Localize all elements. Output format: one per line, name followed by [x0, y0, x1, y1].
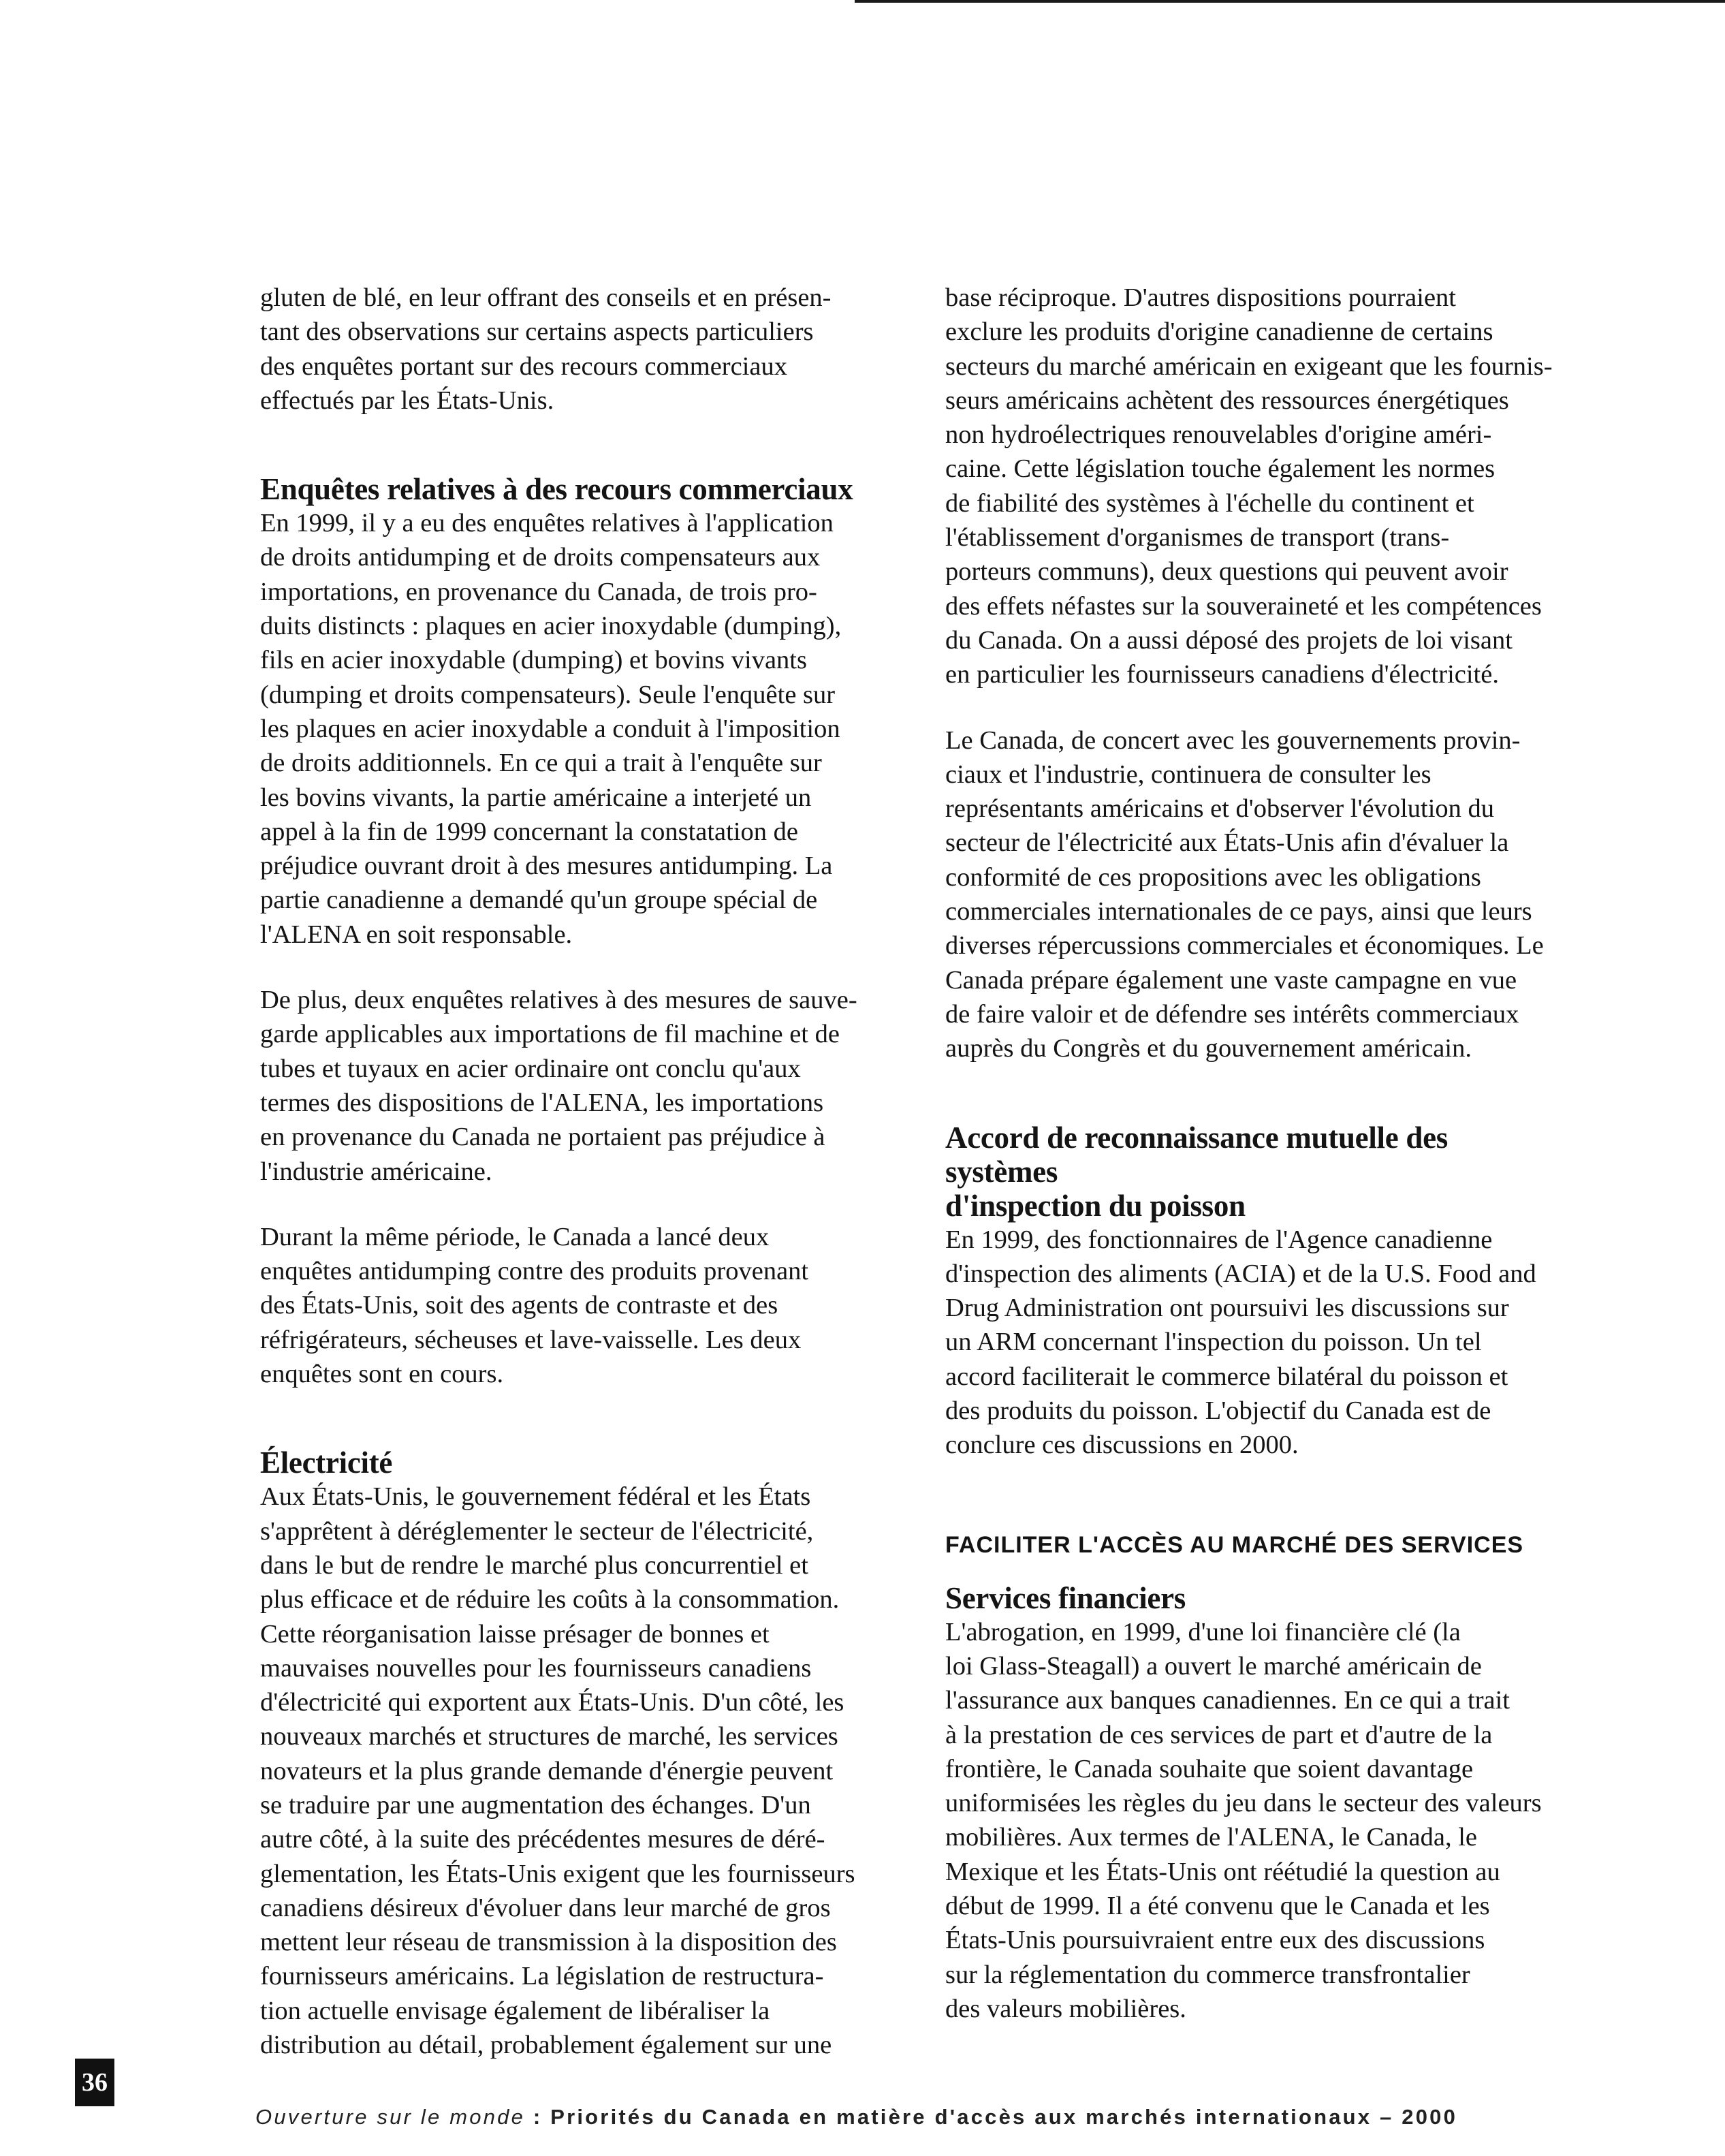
page-number: 36: [75, 2059, 114, 2106]
heading-financial-services: Services financiers: [945, 1580, 1186, 1615]
footer-title-italic: Ouverture sur le monde: [255, 2105, 526, 2129]
paragraph-electricity-1: Aux États-Unis, le gouvernement fédéral et les États s'apprêtent à déréglementer le secteur de l'électricité, dans le but de rendre le marché plus concurrentiel et plus efficace et de réduire les coûts à la consommation. Cette réorganisation laisse présager de bonnes et mauvaises nouvelles pour les fournisseurs canadiens d'électricité qui exportent aux États-Unis. D'un côté, les nouveaux marchés et structures de marché, les services novateurs et la plus grande demande d'énergie peuvent se traduire par une augmentation des échanges. D'un autre côté, à la suite des précédentes mesures de déré- glementation, les États-Unis exigent que les fournisseurs canadiens désireux d'évoluer dans leur marché de gros mettent leur réseau de transmission à la disposition des fournisseurs américains. La législation de restructura- tion actuelle envisage également de libéraliser la distribution au détail, probablement également sur une: [260, 1482, 855, 2060]
paragraph-fish-inspection: En 1999, des fonctionnaires de l'Agence canadienne d'inspection des aliments (ACIA) et de la U.S. Food and Drug Administration ont poursuivi les discussions sur un ARM concernant l'inspection du poisson. Un tel accord faciliterait le commerce bilatéral du poisson et des produits du poisson. L'objectif du Canada est de conclure ces discussions en 2000.: [945, 1225, 1536, 1460]
paragraph-trade-remedy-3: Durant la même période, le Canada a lancé deux enquêtes antidumping contre des produits provenant des États-Unis, soit des agents de contraste et des réfrigérateurs, sécheuses et lave-vaisselle. Les deux enquêtes sont en cours.: [260, 1222, 809, 1389]
paragraph-trade-remedy-2: De plus, deux enquêtes relatives à des mesures de sauve- garde applicables aux importations de fil machine et de tubes et tuyaux en acier ordinaire ont conclu qu'aux termes des dispositions de l'ALENA, les importations en provenance du Canada ne portaient pas préjudice à l'industrie américaine.: [260, 986, 857, 1186]
heading-trade-remedy: Enquêtes relatives à des recours commerciaux: [260, 472, 853, 507]
paragraph-financial-services: L'abrogation, en 1999, d'une loi financière clé (la loi Glass-Steagall) a ouvert le marché américain de l'assurance aux banques canadiennes. En ce qui a trait à la prestation de ces services de part et d'autre de la frontière, le Canada souhaite que soient davantage uniformisées les règles du jeu dans le secteur des valeurs mobilières. Aux termes de l'ALENA, le Canada, le Mexique et les États-Unis ont réétudié la question au début de 1999. Il a été convenu que le Canada et les États-Unis poursuivraient entre eux des discussions sur la réglementation du commerce transfrontalier des valeurs mobilières.: [945, 1617, 1542, 2023]
paragraph-trade-remedy-1: En 1999, il y a eu des enquêtes relatives à l'application de droits antidumping et de droits compensateurs aux importations, en provenance du Canada, de trois pro- duits distincts : plaques en acier inoxydable (dumping), fils en acier inoxydable (dumping) et bovins vivants (dumping et droits compensateurs). Seule l'enquête sur les plaques en acier inoxydable a conduit à l'imposition de droits additionnels. En ce qui a trait à l'enquête sur les bovins vivants, la partie américaine a interjeté un appel à la fin de 1999 concernant la constatation de préjudice ouvrant droit à des mesures antidumping. La partie canadienne a demandé qu'un groupe spécial de l'ALENA en soit responsable.: [260, 509, 842, 949]
left-column: [260, 281, 880, 2062]
running-footer: [255, 2105, 1536, 2129]
heading-services-access: FACILITER L'ACCÈS AU MARCHÉ DES SERVICES: [945, 1531, 1524, 1558]
heading-fish-inspection: Accord de reconnaissance mutuelle des systèmes d'inspection du poisson: [945, 1120, 1448, 1223]
paragraph-electricity-3: Le Canada, de concert avec les gouvernements provin- ciaux et l'industrie, continuera de consulter les représentants américains et d'observer l'évolution du secteur de l'électricité aux États-Unis afin d'évaluer la conformité de ces propositions avec les obligations commerciales internationales de ce pays, ainsi que leurs diverses répercussions commerciales et économiques. Le Canada prépare également une vaste campagne en vue de faire valoir et de défendre ses intérêts commerciaux auprès du Congrès et du gouvernement américain.: [945, 725, 1544, 1063]
paragraph-electricity-2: base réciproque. D'autres dispositions pourraient exclure les produits d'origine canadienne de certains secteurs du marché américain en exigeant que les fournis- seurs américains achètent des ressources énergétiques non hydroélectriques renouvelables d'origine améri- caine. Cette législation touche également les normes de fiabilité des systèmes à l'échelle du continent et l'établissement d'organismes de transport (trans- porteurs communs), deux questions qui peuvent avoir des effets néfastes sur la souveraineté et les compétences du Canada. On a aussi déposé des projets de loi visant en particulier les fournisseurs canadiens d'électricité.: [945, 283, 1553, 689]
heading-electricity: Électricité: [260, 1446, 393, 1480]
intro-paragraph: gluten de blé, en leur offrant des conseils et en présen- tant des observations sur certains aspects particuliers des enquêtes portant sur des recours commerciaux effectués par les États-Unis.: [260, 283, 832, 415]
footer-title-rest: : Priorités du Canada en matière d'accès aux marchés internationaux – 2000: [525, 2105, 1458, 2129]
right-column: [945, 281, 1565, 2026]
top-rule: [855, 0, 1725, 3]
